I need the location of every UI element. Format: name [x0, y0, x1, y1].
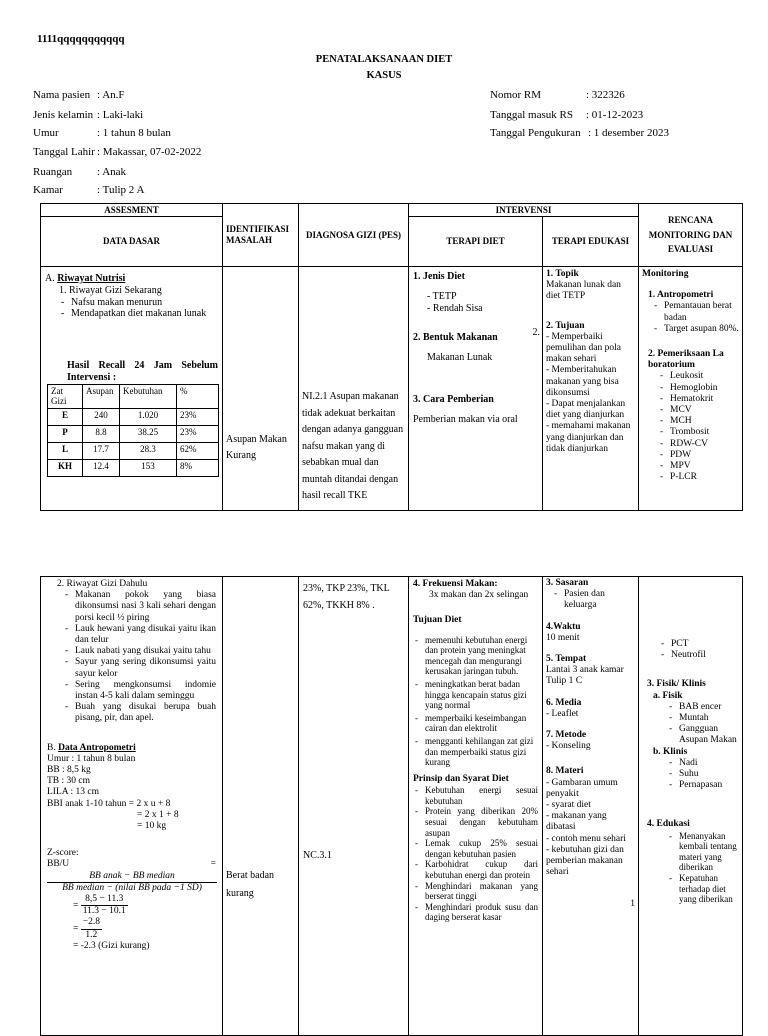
sasaran-list: [546, 589, 635, 611]
rencana-cell-2: [638, 576, 743, 1036]
terapi-edukasi-cell-2: [542, 576, 639, 1036]
tujuan-diet-list: [413, 635, 538, 768]
antropo-line: BBI anak 1-10 tahun = 2 x u + 8: [47, 798, 171, 809]
equals-sign: =: [210, 859, 216, 870]
jenis-diet-title: 1. Jenis Diet: [413, 271, 465, 282]
table-header-row: [48, 384, 219, 408]
document-id: 1111qqqqqqqqqqq: [37, 33, 125, 45]
list-item: - Pasien dan keluarga: [552, 589, 635, 611]
diagnosa-continued: 23%, TKP 23%, TKL 62%, TKKH 8% .: [303, 583, 390, 611]
materi-item: - syarat diet: [546, 800, 591, 811]
list-item: - Suhu: [667, 769, 738, 780]
antropo-line: = 2 x 1 + 8: [137, 809, 179, 820]
materi-item: - makanan yang dibatasi: [546, 811, 607, 833]
list-item: - Neutrofil: [659, 650, 738, 661]
page-subtitle: KASUS: [366, 70, 402, 81]
antropo-line: Umur : 1 tahun 8 bulan: [47, 753, 136, 764]
antropo-line: BB : 8,5 kg: [47, 765, 91, 776]
header-terapi-edukasi: TERAPI EDUKASI: [542, 216, 639, 267]
materi-number: 1: [630, 899, 635, 909]
bentuk-value: Makanan Lunak: [427, 352, 493, 364]
recall-table: [47, 384, 219, 477]
antropo-line: TB : 30 cm: [47, 776, 91, 787]
media-title: 6. Media: [546, 697, 582, 708]
masalah-text: Asupan Makan Kurang: [226, 434, 287, 461]
step2-denominator: 1.2: [85, 929, 98, 940]
media-value: - Leaflet: [546, 708, 579, 719]
zscore-label: Z-score:: [47, 848, 79, 859]
edukasi-list: [643, 831, 738, 905]
frekuensi-value: 3x makan dan 2x selingan: [429, 590, 529, 601]
tgl-lahir-value: : Makassar, 07-02-2022: [97, 146, 202, 158]
list-item: - Menghindari makanan yang berserat tinggi: [413, 881, 538, 902]
masalah-cell: [222, 266, 299, 511]
table-cell: 12.4: [83, 460, 120, 477]
list-item: - PDW: [658, 450, 739, 461]
zscore-result: = -2.3 (Gizi kurang): [73, 940, 150, 951]
antropo-title: Data Antropometri: [58, 742, 136, 753]
list-item: - Menanyakan kembali tentang materi yang diberikan: [667, 831, 738, 873]
cara-value: Pemberian makan via oral: [413, 413, 518, 425]
topik-value: Makanan lunak dan diet TETP: [546, 280, 621, 302]
riwayat-nutrisi-heading: [45, 273, 218, 285]
step1-numerator: 8,5 − 11.3: [81, 894, 128, 906]
list-item: - Lauk hewani yang disukai yaitu ikan dan telur: [63, 624, 216, 646]
list-item: - Makanan pokok yang biasa dikonsumsi nasi 3 kali sehari dengan porsi kecil ½ piring: [63, 590, 216, 624]
tujuan-item: - Dapat menjalankan diet yang dianjurkan: [546, 399, 626, 421]
rm-label: Nomor RM: [490, 89, 542, 101]
frekuensi-title: 4. Frekuensi Makan:: [413, 579, 498, 589]
header-rencana: RENCANA MONITORING DAN EVALUASI: [638, 203, 743, 267]
zscore-formula: [47, 871, 217, 894]
materi-item: - kebutuhan gizi dan pemberian makanan sehari: [546, 844, 624, 878]
gizi-sekarang-title: 1. Riwayat Gizi Sekarang: [59, 284, 162, 296]
masuk-value: : 01-12-2023: [586, 109, 644, 121]
list-item: - Karbohidrat cukup dari kebutuhan energi dan protein: [413, 859, 538, 880]
waktu-title: 4.Waktu: [546, 621, 581, 632]
step2-numerator: −2.8: [81, 917, 102, 929]
gizi-dahulu-title: 2. Riwayat Gizi Dahulu: [57, 579, 148, 589]
formula-denominator: BB median − (nilai BB pada −1 SD): [62, 882, 202, 893]
terapi-edukasi-cell: [542, 266, 639, 511]
antropometri-title: 1. Antropometri: [648, 290, 714, 301]
masalah-text-2: Berat badan kurang: [226, 870, 275, 899]
list-item: - Kepatuhan terhadap diet yang diberikan: [667, 873, 738, 905]
list-item: - Menghindari produk susu dan daging berserat kasar: [413, 902, 538, 923]
masuk-label: Tanggal masuk RS: [490, 109, 573, 121]
recall-head-kebutuhan: Kebutuhan: [120, 384, 177, 408]
list-item: - Leukosit: [658, 371, 739, 382]
table-cell: 240: [83, 409, 120, 426]
lab-list: [642, 371, 739, 483]
klinis-sub: b. Klinis: [653, 746, 688, 757]
list-item: - PCT: [659, 639, 738, 650]
umur-value: : 1 tahun 8 bulan: [97, 127, 171, 139]
kamar-label: Kamar: [33, 184, 63, 196]
jenis-diet-item: - Rendah Sisa: [427, 302, 483, 314]
table-cell: KH: [48, 460, 83, 477]
tempat-title: 5. Tempat: [546, 654, 587, 665]
header-assesment: ASSESMENT: [40, 203, 223, 217]
table-cell: 38.25: [120, 426, 177, 443]
tujuan-item: - Memberitahukan makanan yang bisa dikonsumsi: [546, 365, 619, 398]
antropo-line: LILA : 13 cm: [47, 787, 99, 798]
fisik-title: 3. Fisik/ Klinis: [647, 679, 706, 690]
terapi-diet-cell: [408, 266, 543, 511]
sasaran-title: 3. Sasaran: [546, 578, 589, 588]
nama-value: : An.F: [97, 89, 125, 101]
header-identifikasi: IDENTIFIKASI MASALAH: [222, 203, 299, 267]
list-item: - Lemak cukup 25% sesuai dengan kebutuhan pasien: [413, 838, 538, 859]
table-cell: 1.020: [120, 409, 177, 426]
rm-value: : 322326: [586, 89, 625, 101]
klinis-list: [643, 758, 738, 792]
riwayat-nutrisi-title: Riwayat Nutrisi: [57, 273, 126, 284]
data-dasar-cell: [40, 266, 223, 511]
list-item: - Hematokrit: [658, 394, 739, 405]
formula-step1: = $\frac{8,5 - 11.3}{11.3 - 10.1}$: [73, 894, 126, 917]
list-item: - Pernapasan: [667, 780, 738, 791]
diagnosa-cell: [298, 266, 409, 511]
table-cell: E: [48, 409, 83, 426]
gizi-dahulu-list: [47, 590, 216, 724]
header-intervensi: INTERVENSI: [408, 203, 639, 217]
ruangan-label: Ruangan: [33, 166, 73, 178]
table-cell: 17.7: [83, 443, 120, 460]
diagnosa-text: NI.2.1 Asupan makanan tidak adekuat berkaitan dengan adanya gangguan nafsu makan yang di sebabkan mual dan muntah ditandai dengan hasil recall TKE: [302, 391, 404, 501]
list-item: - Nafsu makan menurun: [59, 297, 218, 309]
jenis-diet-item: - TETP: [427, 290, 457, 302]
fisik-list: [643, 702, 738, 747]
tujuan-diet-title: Tujuan Diet: [413, 615, 462, 626]
masalah-cell-2: [222, 576, 299, 1036]
table-row: [48, 426, 219, 443]
list-item: - Target asupan 80%.: [652, 324, 739, 335]
header-data-dasar: DATA DASAR: [40, 216, 223, 267]
list-item: - MCV: [658, 405, 739, 416]
tgl-lahir-label: Tanggal Lahir: [33, 146, 95, 158]
continued-number: 2.: [532, 327, 540, 338]
table-cell: 23%: [177, 409, 219, 426]
page-title: PENATALAKSANAAN DIET: [315, 54, 453, 65]
prinsip-title: Prinsip dan Syarat Diet: [413, 773, 509, 784]
header-terapi-diet: TERAPI DIET: [408, 216, 543, 267]
fisik-sub: a. Fisik: [653, 690, 683, 701]
data-dasar-cell-2: [40, 576, 223, 1036]
tujuan-title: 2. Tujuan: [546, 320, 585, 331]
table-cell: 8%: [177, 460, 219, 477]
list-item: - Gangguan Asupan Makan: [667, 724, 738, 746]
monitoring-title: Monitoring: [642, 269, 689, 279]
rencana-cell: [638, 266, 743, 511]
table-row: [48, 443, 219, 460]
list-item: - Mendapatkan diet makanan lunak: [59, 308, 218, 320]
waktu-value: 10 menit: [546, 632, 580, 643]
bentuk-title: 2. Bentuk Makanan: [413, 332, 498, 344]
list-item: - Hemoglobin: [658, 383, 739, 394]
tempat-value: Lantai 3 anak kamar Tulip 1 C: [546, 665, 624, 687]
ruangan-value: : Anak: [97, 166, 127, 178]
diagnosa-cell-2: [298, 576, 409, 1036]
recall-head-persen: %: [177, 384, 219, 408]
recall-head-zat: Zat Gizi: [48, 384, 83, 408]
list-item: - Trombosit: [658, 427, 739, 438]
recall-head-asupan: Asupan: [83, 384, 120, 408]
tujuan-item: - memahami makanan yang dianjurkan dan tidak dianjurkan: [546, 421, 631, 454]
list-item: - Kebutuhan energi sesuai kebutuhan: [413, 785, 538, 806]
list-item: - MCH: [658, 416, 739, 427]
antropo-line: = 10 kg: [137, 821, 167, 832]
table-cell: P: [48, 426, 83, 443]
ukur-label: Tanggal Pengukuran: [490, 127, 581, 139]
terapi-diet-cell-2: [408, 576, 543, 1036]
riwayat-nutrisi-prefix: A.: [45, 273, 55, 284]
materi-item: - Gambaran umum penyakit: [546, 777, 618, 799]
umur-label: Umur: [33, 127, 59, 139]
table-cell: 62%: [177, 443, 219, 460]
edukasi-title: 4. Edukasi: [647, 819, 690, 830]
bbu-label: BB/U: [47, 859, 70, 870]
metode-value: - Konseling: [546, 741, 591, 752]
list-item: - memperbaiki keseimbangan cairan dan elektrolit: [413, 713, 538, 734]
formula-numerator: BB anak − BB median: [47, 871, 217, 883]
table-cell: 23%: [177, 426, 219, 443]
ukur-value: : 1 desember 2023: [588, 127, 669, 139]
list-item: - BAB encer: [667, 702, 738, 713]
list-item: - Sayur yang sering dikonsumsi yaitu sayur kelor: [63, 657, 216, 679]
tujuan-item: - Memperbaiki pemulihan dan pola makan sehari: [546, 331, 621, 365]
topik-title: 1. Topik: [546, 269, 579, 279]
table-cell: 28.3: [120, 443, 177, 460]
table-cell: L: [48, 443, 83, 460]
table-row: [48, 460, 219, 477]
nama-label: Nama pasien: [33, 89, 91, 101]
antropometri-list: [642, 301, 739, 335]
list-item: - memenuhi kebutuhan energi dan protein yang meningkat mencegah dan mengurangi kerusakan jaringan tubuh.: [413, 635, 538, 677]
prinsip-list: [413, 785, 538, 923]
list-item: - mengganti kehilangan zat gizi dan memperbaiki status gizi kurang: [413, 736, 538, 768]
list-item: - meningkatkan berat badan hingga kencapain status gizi yang normal: [413, 679, 538, 711]
gizi-sekarang-list: [45, 297, 218, 321]
list-item: - Lauk nabati yang disukai yaitu tahu: [63, 646, 216, 657]
table-row: [48, 409, 219, 426]
list-item: - Sering mengkonsumsi indomie instan 4-5 kali dalam seminggu: [63, 680, 216, 702]
antropo-prefix: B.: [47, 742, 56, 753]
recall-title: Hasil Recall 24 Jam Sebelum Intervensi :: [67, 360, 218, 383]
list-item: - RDW-CV: [658, 439, 739, 450]
list-item: - Muntah: [667, 713, 738, 724]
table-cell: 153: [120, 460, 177, 477]
list-item: - Buah yang disukai berupa buah pisang, pir, dan apel.: [63, 702, 216, 724]
formula-step2: = $\frac{-2.8}{1.2}$: [73, 917, 100, 940]
table-cell: 8.8: [83, 426, 120, 443]
list-item: - Protein yang diberikan 20% sesuai dengan kebutuham asupan: [413, 806, 538, 838]
diagnosa-code: NC.3.1: [303, 850, 332, 861]
antropo-heading: [47, 743, 216, 754]
cara-title: 3. Cara Pemberian: [413, 393, 494, 405]
list-item: - Pemantauan berat badan: [652, 301, 739, 323]
list-item: - P-LCR: [658, 472, 739, 483]
materi-item: - contoh menu sehari: [546, 833, 626, 844]
bbu-row: [47, 859, 216, 870]
step1-denominator: 11.3 − 10.1: [82, 906, 126, 917]
kamar-value: : Tulip 2 A: [97, 184, 145, 196]
jk-label: Jenis kelamin: [33, 109, 94, 121]
list-item: - MPV: [658, 461, 739, 472]
list-item: - Nadi: [667, 758, 738, 769]
jk-value: : Laki-laki: [97, 109, 144, 121]
metode-title: 7. Metode: [546, 730, 587, 741]
lab-title: 2. Pemeriksaan La boratorium: [648, 349, 724, 371]
materi-title: 8. Materi: [546, 766, 584, 777]
lab-list-2: [643, 639, 738, 661]
header-diagnosa: DIAGNOSA GIZI (PES): [298, 203, 409, 267]
